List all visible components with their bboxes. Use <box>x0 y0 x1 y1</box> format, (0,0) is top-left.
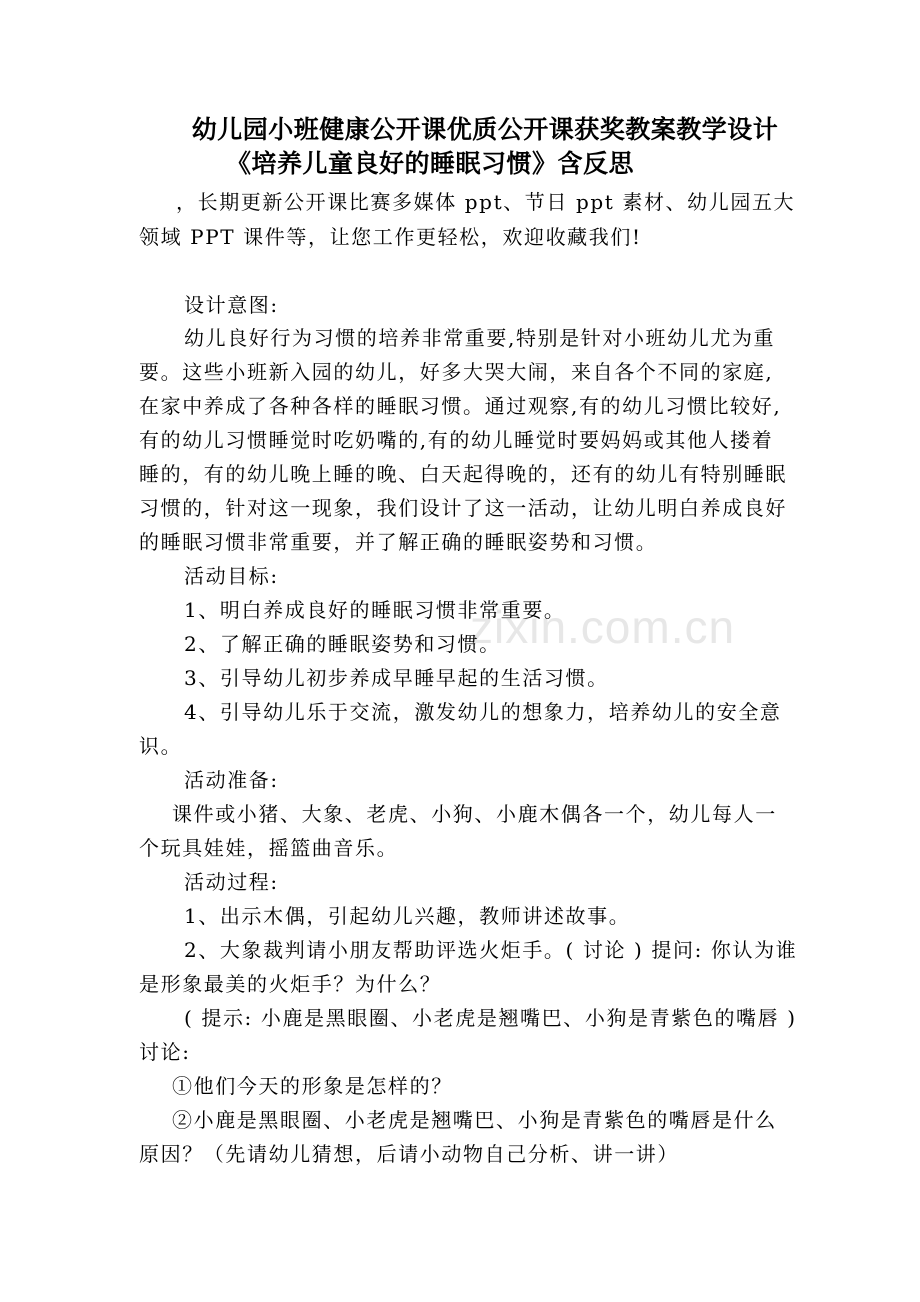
list-item: 3、引导幼儿初步养成早睡早起的生活习惯。 <box>184 666 609 690</box>
paragraph-line: 的睡眠习惯非常重要，并了解正确的睡眠姿势和习惯。 <box>139 530 658 554</box>
list-item: 识。 <box>139 734 183 758</box>
paragraph-line: ( 提示: 小鹿是黑眼圈、小老虎是翘嘴巴、小狗是青紫色的嘴唇 ) <box>184 1006 797 1030</box>
section-heading: 设计意图: <box>184 293 279 317</box>
list-item: ①他们今天的形象是怎样的？ <box>172 1074 453 1098</box>
list-item: 原因？（先请幼儿猜想，后请小动物自己分析、讲一讲） <box>139 1142 679 1166</box>
paragraph-line: 课件或小猪、大象、老虎、小狗、小鹿木偶各一个，幼儿每人一 <box>172 802 777 826</box>
paragraph-line: 在家中养成了各种各样的睡眠习惯。通过观察,有的幼儿习惯比较好, <box>139 394 782 418</box>
paragraph-line: 讨论: <box>139 1040 191 1064</box>
document-title-line-1: 幼儿园小班健康公开课优质公开课获奖教案教学设计 <box>191 115 779 144</box>
list-item: 2、大象裁判请小朋友帮助评选火炬手。( 讨论 ) 提问: 你认为谁 <box>184 938 798 962</box>
paragraph-line: 习惯的，针对这一现象，我们设计了这一活动，让幼儿明白养成良好 <box>139 496 787 520</box>
document-title-line-2: 《培养儿童良好的睡眠习惯》含反思 <box>225 149 634 178</box>
intro-line: 领域 PPT 课件等，让您工作更轻松，欢迎收藏我们! <box>139 225 642 249</box>
section-heading: 活动准备: <box>184 768 279 792</box>
list-item: 2、了解正确的睡眠姿势和习惯。 <box>184 632 501 656</box>
list-item: 4、引导幼儿乐于交流，激发幼儿的想象力，培养幼儿的安全意 <box>184 700 782 724</box>
list-item: 1、出示木偶，引起幼儿兴趣，教师讲述故事。 <box>184 904 631 928</box>
paragraph-line: 有的幼儿习惯睡觉时吃奶嘴的,有的幼儿睡觉时要妈妈或其他人搂着 <box>139 428 774 452</box>
intro-line: ，长期更新公开课比赛多媒体 ppt、节日 ppt 素材、幼儿园五大 <box>176 190 796 214</box>
section-heading: 活动过程: <box>184 870 279 894</box>
paragraph-line: 幼儿良好行为习惯的培养非常重要,特别是针对小班幼儿尤为重 <box>184 326 776 350</box>
section-heading: 活动目标: <box>184 564 279 588</box>
list-item: 1、明白养成良好的睡眠习惯非常重要。 <box>184 598 566 622</box>
list-item: ②小鹿是黑眼圈、小老虎是翘嘴巴、小狗是青紫色的嘴唇是什么 <box>172 1108 777 1132</box>
paragraph-line: 睡的，有的幼儿晚上睡的晚、白天起得晚的，还有的幼儿有特别睡眠 <box>139 462 787 486</box>
paragraph-line: 个玩具娃娃，摇篮曲音乐。 <box>139 836 399 860</box>
paragraph-line: 要。这些小班新入园的幼儿，好多大哭大闹，来自各个不同的家庭, <box>139 360 774 384</box>
watermark: zixin.com.cn <box>470 601 736 653</box>
list-item: 是形象最美的火炬手？为什么？ <box>139 972 442 996</box>
